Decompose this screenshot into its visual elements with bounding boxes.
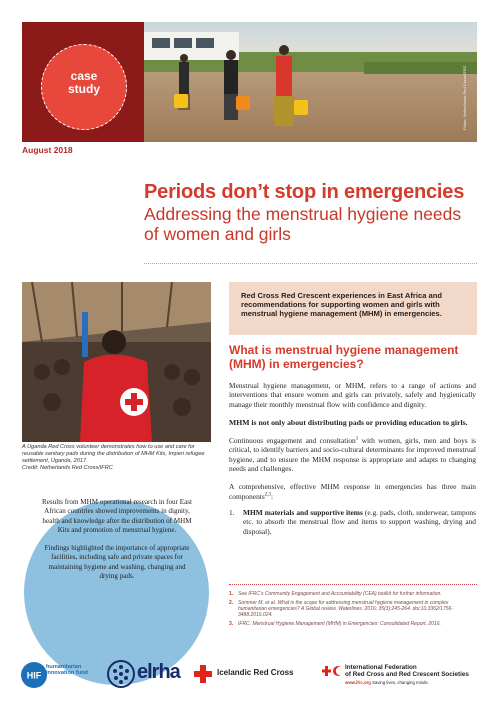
photo-credit: Photo: Netherlands Red Cross/IFRC: [462, 65, 467, 130]
list-item-text: [243, 508, 476, 536]
header-photo: [144, 22, 477, 142]
list-item-bold: MHM materials and supportive items: [243, 507, 363, 517]
publication-date: August 2018: [22, 145, 73, 155]
findings-text: [42, 498, 192, 581]
badge-line-1: case: [70, 69, 98, 83]
findings-para-2: Findings highlighted the importance of appropriate facilities, including safe and private spaces for maintaining hygiene and washing, changing and drying pads.: [44, 544, 190, 581]
title-block: [144, 181, 474, 244]
hif-logo-letters: HIF: [26, 670, 42, 681]
elrha-logo-mark: [106, 659, 136, 689]
callout-text: Red Cross Red Crescent experiences in East Africa and recommendations for supporting women and girls with menstrual hygiene management (MHM) in emergencies.: [241, 291, 443, 318]
body-para-3: [229, 436, 476, 473]
list-item-rest: (e.g. pads, cloth, underwear, tampons etc. to absorb the menstrual flow and items to support washing, drying and disposal).: [243, 507, 476, 536]
footnote-text: Sommer M, et al. What is the scope for addressing menstrual hygiene management in complex humanitarian emergencies? A Global review. Waterlines. 2016; 35(3):245-264. doi:10.3362/1756-3488.2016.024.: [238, 600, 453, 619]
footnote: [229, 600, 469, 618]
hif-line-2: innovation fund: [46, 670, 88, 677]
footnote-text: See IFRC’s Community Engagement and Accountability (CEA) toolkit for further information.: [238, 591, 442, 597]
footnote-ref-2-3: 2,3: [264, 492, 271, 498]
caption-credit: Credit: Netherlands Red Cross/IFRC: [22, 465, 113, 471]
photo-caption: [22, 444, 212, 472]
footnotes: [229, 591, 469, 630]
body-para-4-a: A comprehensive, effective MHM response in emergencies has three main components: [229, 482, 476, 501]
body-para-4: [229, 482, 476, 501]
ifrc-line-2: of Red Cross and Red Crescent Societies: [345, 671, 469, 678]
findings-para-1: Results from MHM operational research in four East African countries showed improvements in dignity, health and knowledge after the distribution of MHM Kits and promotion of menstrual hygiene.: [42, 498, 192, 534]
icelandic-red-cross-text: Icelandic Red Cross: [217, 668, 294, 677]
hif-line-1: humanitarian: [46, 664, 82, 670]
ifrc-tagline: [345, 680, 429, 685]
badge-line-2: study: [67, 82, 100, 96]
ifrc-emblem-icon: [322, 664, 344, 678]
body-para-4-b: :: [270, 491, 274, 501]
elrha-logo-text: elrha: [137, 661, 180, 683]
ifrc-url: www.ifrc.org: [345, 680, 371, 685]
summary-callout: [229, 282, 477, 335]
ifrc-line-1: International Federation: [345, 664, 417, 671]
footnote: [229, 591, 469, 597]
body-para-2: MHM is not only about distributing pads or providing education to girls.: [229, 417, 468, 427]
case-study-label: [41, 70, 127, 96]
volunteer-demonstration-photo: [22, 282, 211, 442]
red-cross-icon: [193, 664, 213, 684]
list-number: 1.: [229, 507, 235, 517]
ifrc-logo-text: [345, 664, 469, 678]
title-divider: [144, 263, 477, 264]
caption-text: A Uganda Red Cross volunteer demonstrates how to use and care for reusable sanitary pads during the distribution of MHM Kits, Imperi refugee settlement, Uganda, 2017.: [22, 444, 205, 464]
body-text: [229, 381, 476, 536]
list-item: [229, 508, 476, 536]
footnote-divider: [229, 584, 477, 585]
red-cross-icon-svg: [193, 664, 213, 684]
body-para-1: Menstrual hygiene management, or MHM, refers to a range of actions and interventions that ensure women and girls can privately, safely and hygienically manage their monthly menstrual flow with confidence and dignity.: [229, 381, 476, 409]
volunteer-photo: [22, 282, 211, 442]
ifrc-cross-crescent-icon: [322, 664, 344, 678]
footnote-number: 1.: [229, 591, 234, 597]
footnote: [229, 621, 469, 627]
body-para-3-b: with women, girls, men and boys is critical, to identify barriers and socio-cultural determinants for improved menstrual hygiene, and to ensure the MHM response is appropriate and adapts to changing needs and challenges.: [229, 436, 477, 474]
hif-logo-text: [46, 664, 88, 677]
body-para-3-a: Continuous engagement and consultation: [229, 436, 356, 446]
section-heading: What is menstrual hygiene management (MHM) in emergencies?: [229, 343, 459, 371]
footnote-number: 3.: [229, 621, 234, 628]
women-walking-photo: [144, 22, 477, 142]
page-title: Periods don’t stop in emergencies: [144, 181, 465, 203]
footnote-text: IFRC. Menstrual Hygiene Management (MHM) in Emergencies: Consolidated Report. 2016.: [238, 621, 441, 628]
ifrc-tagline-text: Saving lives, changing minds.: [372, 680, 429, 685]
footnote-ref-1: 1: [355, 436, 359, 442]
footnote-number: 2.: [229, 600, 234, 607]
page-subtitle: Addressing the menstrual hygiene needs of women and girls: [144, 204, 462, 244]
elrha-globe-icon: [106, 659, 136, 689]
